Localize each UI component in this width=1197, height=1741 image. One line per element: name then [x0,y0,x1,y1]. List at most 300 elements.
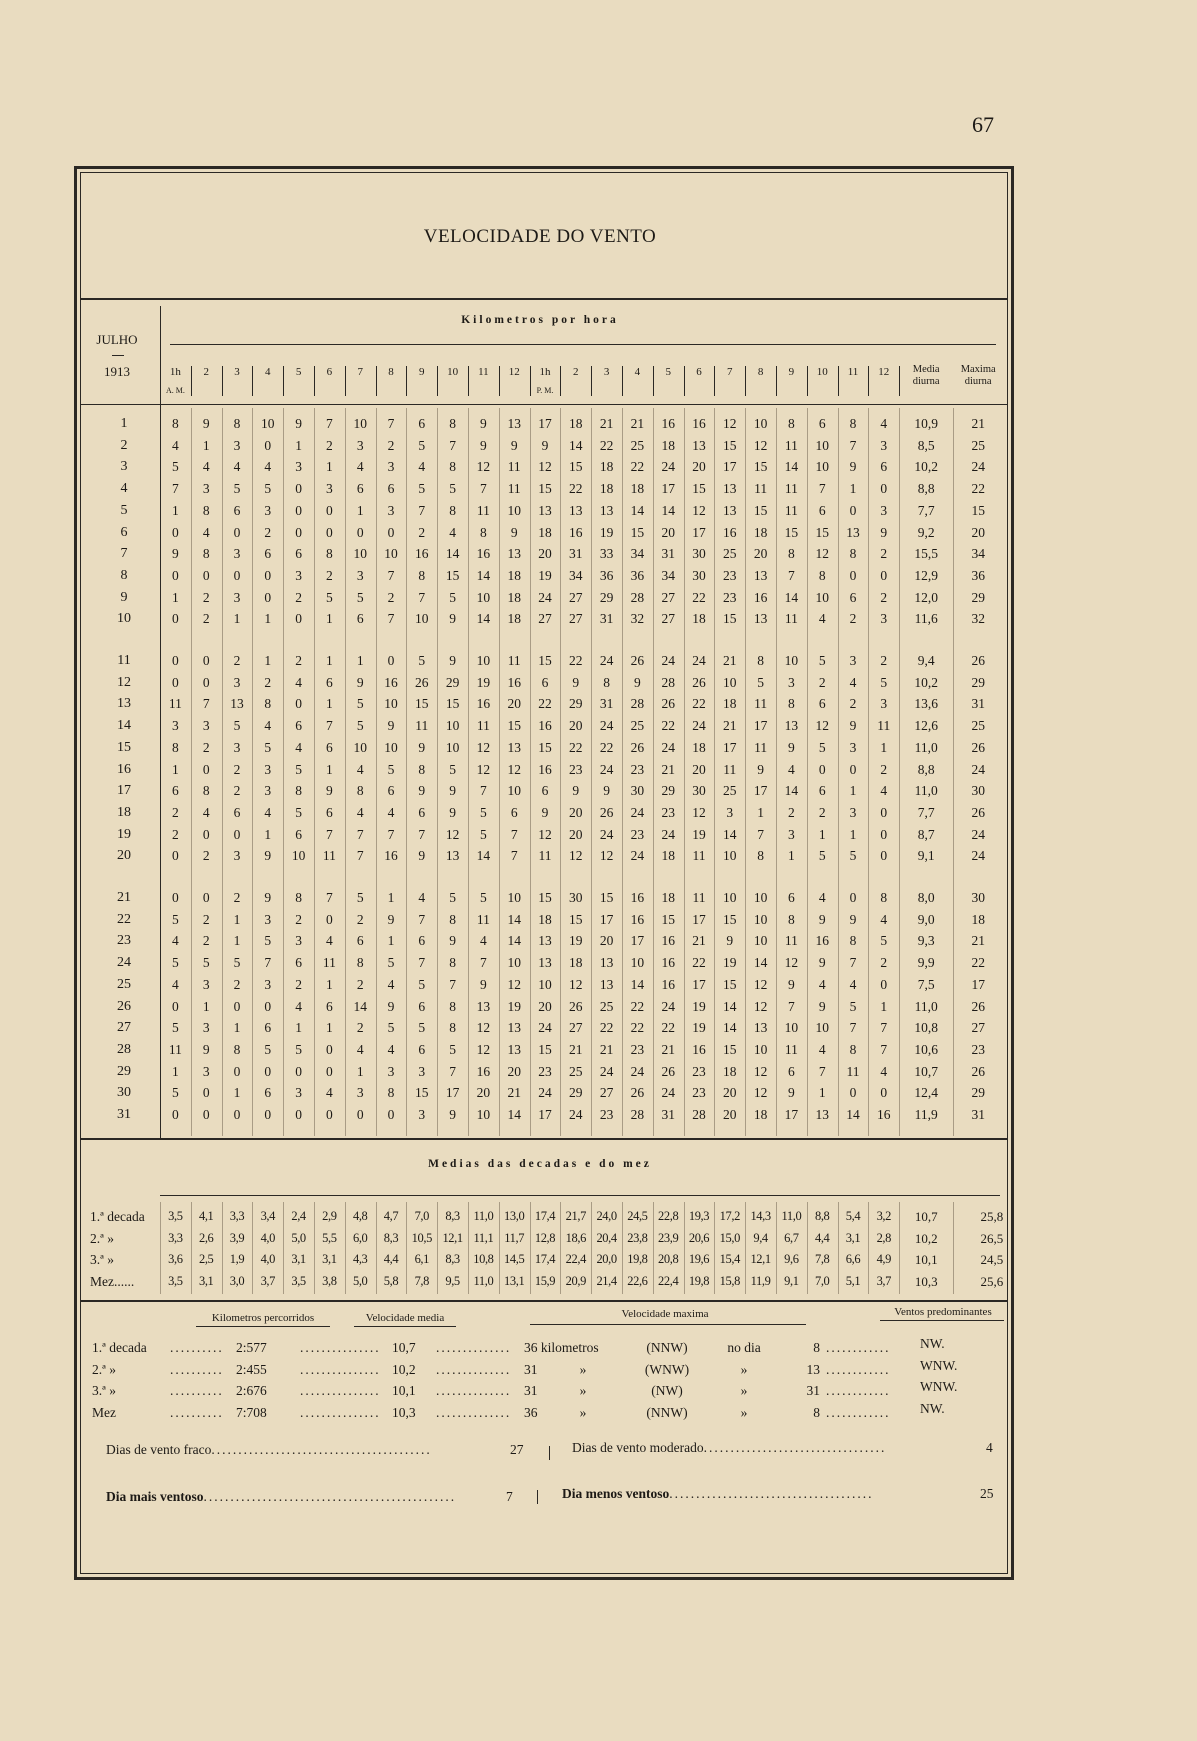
day-cell: 15 [569,911,583,927]
summary-header-rule-4 [880,1320,1004,1321]
day-cell: 11 [476,502,490,518]
day-cell: 5 [172,955,179,971]
day-cell: 7 [418,502,426,518]
day-cell: 2 [264,524,272,540]
day-maxima: 31 [971,1107,985,1122]
day-cell: 22 [538,696,552,712]
day-cell: 6 [172,783,179,799]
day-cell: 3 [202,481,210,497]
day-cell: 11 [507,459,521,475]
means-col-divider [222,1202,223,1294]
day-cell: 11 [322,955,336,971]
means-cell: 4,0 [260,1230,275,1245]
rule-header-bottom [80,404,1008,405]
day-cell: 9 [449,804,456,820]
day-cell: 7 [356,826,364,842]
hour-header: 7 [727,366,733,378]
day-cell: 6 [418,998,426,1014]
day-cell: 20 [692,459,706,475]
grid-col-divider [622,408,623,1136]
day-label: 18 [117,804,131,820]
day-cell: 12 [815,718,829,734]
day-cell: 0 [264,589,272,605]
day-cell: 23 [723,567,737,583]
means-cell: 5,8 [383,1273,399,1288]
day-cell: 4 [880,911,888,927]
day-cell: 10 [476,589,491,605]
day-cell: 24 [661,998,675,1014]
stat-divider-2 [537,1490,538,1504]
day-cell: 1 [202,998,210,1014]
day-cell: 13 [723,481,737,497]
day-cell: 20 [507,1063,521,1079]
day-cell: 1 [326,976,333,992]
day-cell: 18 [507,611,521,627]
day-cell: 16 [877,1107,891,1122]
day-cell: 9 [849,459,857,475]
day-cell: 29 [599,589,614,605]
day-cell: 13 [723,502,737,518]
day-cell: 2 [233,653,241,668]
day-cell: 11 [538,848,552,864]
day-cell: 24 [599,653,614,668]
day-label: 28 [117,1041,131,1057]
summary-nodia: » [740,1383,748,1398]
day-media: 7,7 [917,804,935,820]
day-cell: 8 [326,546,333,562]
day-label: 21 [117,890,131,905]
day-cell: 6 [880,459,888,475]
day-cell: 0 [880,567,888,583]
day-cell: 8 [449,1020,456,1036]
day-cell: 12 [538,826,552,842]
day-cell: 17 [599,911,614,927]
day-cell: 5 [849,848,857,864]
hour-header: 5 [665,366,671,378]
day-cell: 12 [476,1020,491,1036]
day-maxima: 18 [971,911,985,927]
day-cell: 13 [599,502,614,518]
day-cell: 7 [480,481,487,497]
day-cell: 28 [630,1107,645,1122]
day-cell: 18 [692,739,706,755]
day-cell: 15 [445,696,460,712]
means-cell: 7,0 [814,1273,830,1288]
summary-leader: .............. [436,1404,512,1420]
group-header-rule [170,344,996,345]
summary-media: 10,1 [392,1383,416,1398]
day-cell: 5 [233,481,241,497]
day-cell: 12 [784,955,799,971]
day-cell: 4 [202,804,210,820]
means-cell: 3,1 [322,1252,337,1266]
day-cell: 12 [569,848,583,864]
day-cell: 6 [356,481,364,497]
day-cell: 9 [572,783,580,799]
day-maxima: 26 [971,804,985,820]
summary-vento: NW. [920,1400,945,1416]
day-label: 27 [117,1020,131,1036]
day-cell: 23 [599,1107,614,1122]
day-cell: 7 [418,955,426,971]
day-maxima: 29 [971,589,985,605]
day-cell: 4 [788,761,795,777]
summary-km: 2:577 [236,1340,267,1355]
day-cell: 9 [572,674,580,690]
means-cell: 3,5 [168,1209,183,1223]
summary-vento: NW. [920,1336,945,1351]
grid-col-divider [376,408,377,1136]
day-cell: 26 [661,1063,675,1079]
means-maxima: 24,5 [980,1252,1004,1267]
means-media: 10,7 [914,1209,938,1224]
day-cell: 14 [445,546,460,562]
day-cell: 0 [326,911,333,927]
grid-col-divider [345,408,346,1136]
means-cell: 8,8 [814,1209,830,1223]
day-cell: 18 [753,524,768,540]
day-cell: 18 [569,416,583,431]
means-cell: 9,1 [784,1273,799,1288]
day-cell: 5 [387,1020,395,1036]
day-maxima: 29 [971,1085,985,1101]
day-cell: 30 [569,890,583,905]
day-cell: 0 [387,524,395,540]
day-cell: 0 [202,826,210,842]
day-cell: 8 [757,848,764,864]
day-cell: 0 [849,567,857,583]
grid-col-divider [684,408,685,1136]
day-cell: 27 [569,589,583,605]
day-media: 10,7 [914,1063,938,1079]
day-cell: 36 [630,567,645,583]
day-cell: 1 [233,1020,241,1036]
day-cell: 18 [661,848,675,864]
day-cell: 23 [723,589,737,605]
day-cell: 16 [476,1063,491,1079]
day-cell: 5 [172,911,179,927]
day-cell: 2 [233,976,241,992]
rule-means-top [160,1195,1000,1196]
means-cell: 3,0 [229,1273,245,1288]
means-col-divider [653,1202,654,1294]
day-label: 30 [117,1085,131,1101]
day-cell: 18 [723,1063,737,1079]
day-cell: 28 [661,674,675,690]
day-cell: 0 [233,826,241,842]
day-label: 16 [117,761,131,777]
day-maxima: 22 [971,481,985,497]
day-cell: 5 [387,955,395,971]
means-cell: 5,5 [322,1230,337,1245]
means-cell: 17,4 [534,1209,556,1223]
day-cell: 15 [445,567,460,583]
day-label: 6 [120,524,128,540]
day-cell: 5 [264,481,272,497]
day-cell: 7 [849,437,857,453]
day-cell: 16 [692,1041,706,1057]
day-cell: 10 [353,416,367,431]
day-cell: 21 [661,1041,675,1057]
day-media: 15,5 [914,546,938,562]
day-cell: 20 [599,933,614,949]
day-media: 9,3 [917,933,935,949]
day-cell: 3 [326,481,333,497]
day-cell: 0 [202,1085,210,1101]
day-cell: 10 [784,653,799,668]
means-cell: 14,3 [750,1209,771,1223]
day-cell: 8 [356,955,364,971]
day-cell: 7 [326,718,333,734]
day-cell: 9 [541,804,549,820]
day-cell: 4 [818,976,826,992]
summary-nodia: » [740,1361,748,1377]
day-cell: 4 [880,1063,888,1079]
summary-km: 7:708 [236,1404,267,1420]
day-cell: 6 [418,804,426,820]
day-cell: 23 [692,1085,706,1101]
day-cell: 22 [630,1020,645,1036]
day-cell: 3 [880,611,888,627]
means-cell: 3,1 [291,1252,306,1266]
day-media: 10,2 [914,674,938,690]
day-maxima: 25 [971,437,985,453]
day-maxima: 34 [971,546,985,562]
day-cell: 13 [445,848,460,864]
day-cell: 7 [326,826,333,842]
day-cell: 2 [233,783,241,799]
day-cell: 0 [202,761,210,777]
day-cell: 26 [415,674,429,690]
means-cell: 6,7 [784,1230,799,1245]
day-cell: 30 [692,567,706,583]
day-cell: 7 [880,1020,888,1036]
day-cell: 21 [723,653,737,668]
summary-header-rule-2 [354,1326,456,1327]
day-maxima: 26 [971,998,985,1014]
day-cell: 24 [630,804,645,820]
day-maxima: 36 [971,567,985,583]
means-col-divider [868,1202,869,1294]
day-cell: 8 [449,459,456,475]
day-label: 9 [120,589,128,605]
day-cell: 0 [172,653,179,668]
day-cell: 16 [569,524,583,540]
day-cell: 7 [387,611,395,627]
day-cell: 2 [880,955,888,971]
day-cell: 14 [784,589,799,605]
day-cell: 0 [326,502,333,518]
day-cell: 9 [202,1041,210,1057]
day-cell: 1 [788,848,795,864]
day-cell: 24 [692,718,706,734]
day-cell: 20 [753,546,768,562]
summary-direction: (WNW) [644,1361,690,1377]
day-cell: 9 [418,848,426,864]
means-cell: 17,2 [719,1209,740,1223]
day-cell: 21 [599,1041,614,1057]
stat-mais-leader: ............................................... [203,1489,457,1504]
day-cell: 9 [818,998,826,1014]
day-cell: 18 [661,437,675,453]
means-col-divider [499,1202,500,1294]
day-cell: 10 [815,459,829,475]
day-cell: 9 [510,437,518,453]
day-cell: 4 [202,459,210,475]
day-cell: 17 [692,524,706,540]
day-cell: 9 [264,848,272,864]
day-cell: 1 [326,696,333,712]
day-cell: 0 [880,976,888,992]
hour-header: 2 [573,366,579,378]
day-cell: 1 [172,589,179,605]
day-cell: 22 [661,1020,675,1036]
day-media: 9,0 [917,911,935,927]
day-cell: 7 [449,437,456,453]
day-cell: 20 [538,998,552,1014]
day-maxima: 27 [971,1020,985,1036]
day-cell: 16 [415,546,429,562]
day-cell: 11 [877,718,891,734]
summary-leader: .............. [436,1383,512,1398]
day-label: 24 [117,955,131,971]
day-cell: 14 [507,1107,521,1122]
day-cell: 27 [661,611,675,627]
day-cell: 20 [723,1107,737,1122]
day-cell: 8 [849,933,857,949]
day-cell: 16 [661,955,675,971]
header-maxima-diurna: Maxima diurna [960,364,996,387]
means-cell: 3,8 [322,1273,337,1288]
hour-header: 11 [847,366,859,378]
day-cell: 3 [356,437,364,453]
means-cell: 19,3 [688,1209,710,1223]
day-media: 11,0 [914,783,938,799]
day-cell: 5 [264,739,272,755]
summary-max: 36 [524,1404,538,1420]
means-cell: 14,5 [504,1252,525,1266]
day-media: 8,8 [917,761,935,777]
day-cell: 8 [449,502,456,518]
day-cell: 4 [387,976,395,992]
day-cell: 6 [510,804,518,820]
day-cell: 10 [445,739,460,755]
day-cell: 0 [387,1107,395,1122]
means-cell: 11,0 [781,1209,802,1223]
day-cell: 9 [480,437,487,453]
day-cell: 12 [476,739,491,755]
day-cell: 7 [356,848,364,864]
day-cell: 6 [264,546,272,562]
summary-leader: .......... [170,1404,224,1420]
grid-col-divider [653,408,654,1136]
day-cell: 0 [172,848,179,864]
day-cell: 4 [356,1041,364,1057]
day-cell: 22 [630,998,645,1014]
means-cell: 19,8 [627,1252,648,1266]
day-cell: 5 [172,1020,179,1036]
day-cell: 0 [880,481,888,497]
day-maxima: 21 [971,933,985,949]
day-cell: 17 [723,739,737,755]
day-cell: 12 [753,976,768,992]
day-cell: 26 [569,998,583,1014]
day-cell: 0 [264,567,272,583]
day-cell: 13 [538,933,552,949]
day-cell: 16 [384,848,398,864]
stat-fraco-value: 27 [510,1442,524,1457]
day-cell: 24 [538,1020,552,1036]
day-cell: 0 [202,567,210,583]
day-label: 2 [120,437,128,453]
means-cell: 3,1 [198,1273,214,1288]
means-media: 10,1 [914,1252,938,1267]
means-col-divider [283,1202,284,1294]
day-cell: 6 [233,502,241,518]
day-cell: 5 [480,890,487,905]
day-cell: 11 [784,437,798,453]
group-header: Kilometros por hora [461,314,619,326]
day-cell: 2 [264,674,272,690]
day-cell: 0 [202,1107,210,1122]
means-cell: 3,7 [260,1273,275,1288]
day-cell: 2 [295,976,302,992]
day-cell: 3 [233,589,241,605]
day-cell: 0 [264,437,272,453]
means-title: Medias das decadas e do mez [428,1158,652,1170]
day-cell: 5 [295,1041,302,1057]
day-cell: 26 [630,653,645,668]
day-cell: 10 [445,718,460,734]
day-cell: 6 [295,546,302,562]
day-cell: 21 [630,416,645,431]
day-cell: 9 [603,783,610,799]
means-cell: 9,4 [753,1230,768,1245]
day-cell: 3 [356,567,364,583]
day-cell: 0 [172,1107,179,1122]
day-cell: 2 [387,437,395,453]
day-cell: 27 [569,611,583,627]
day-cell: 11 [415,718,429,734]
summary-leader: ............... [300,1383,381,1398]
means-cell: 8,3 [445,1252,460,1266]
day-cell: 15 [415,696,429,712]
day-cell: 7 [387,567,395,583]
day-cell: 3 [172,718,179,734]
day-cell: 5 [356,890,364,905]
means-cell: 11,9 [750,1273,771,1288]
day-cell: 1 [818,1085,826,1101]
summary-leader: ............ [826,1404,891,1420]
means-maxima: 26,5 [980,1230,1004,1246]
means-cell: 6,1 [414,1252,429,1266]
day-cell: 3 [726,804,734,820]
day-cell: 0 [202,890,210,905]
means-cell: 13,0 [504,1209,525,1223]
day-cell: 9 [880,524,888,540]
means-cell: 2,9 [322,1209,337,1223]
day-cell: 6 [326,739,333,755]
day-cell: 29 [569,1085,583,1101]
day-cell: 12 [753,437,768,453]
grid-col-divider [776,408,777,1136]
day-cell: 19 [599,524,614,540]
page-number: 67 [972,112,994,137]
means-cell: 12,1 [442,1230,463,1245]
means-media: 10,3 [914,1273,938,1289]
means-cell: 11,0 [473,1209,494,1223]
means-col-divider [376,1202,377,1294]
